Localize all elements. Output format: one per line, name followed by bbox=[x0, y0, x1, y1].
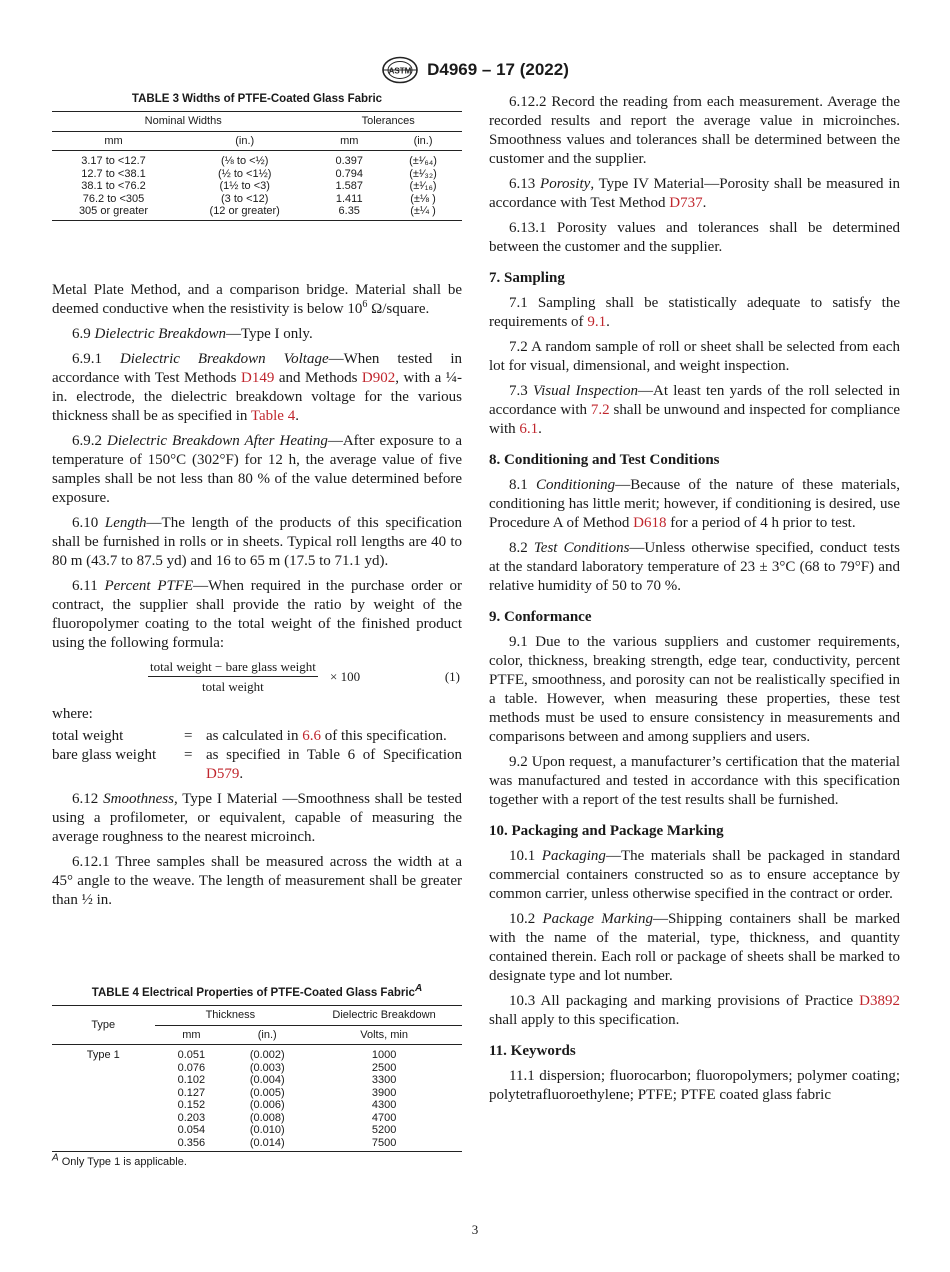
table-cell: (±¹⁄₃₂) bbox=[409, 167, 437, 180]
table-row bbox=[52, 1062, 462, 1075]
paragraph-9-1: 9.1 Due to the various suppliers and customer requirements, color, thickness, breaking strength, edge tear, conductivity, percent PTFE, smoothness, and porosity can not be realistically specified in a table. However, when measuring these properties, these test methods must be used to ensure consistency in measurements and comparisons between and among suppliers and users. bbox=[489, 634, 900, 745]
formula-definitions bbox=[52, 705, 462, 784]
table-4-grid bbox=[52, 1005, 462, 1152]
definition-term: total weight bbox=[52, 728, 124, 744]
formula-numerator: total weight − bare glass weight bbox=[148, 659, 318, 677]
paragraph-7-3: 7.3 Visual Inspection—At least ten yards of the roll selected in accordance with 7.2 shall be unwound and inspected for compliance with 6.1. bbox=[489, 383, 901, 437]
link-d3892[interactable]: D3892 bbox=[859, 993, 900, 1009]
table-row bbox=[52, 168, 462, 181]
table-cell: 0.152 bbox=[177, 1099, 206, 1111]
table-cell: (0.003) bbox=[249, 1061, 285, 1074]
table-cell: 0.076 bbox=[177, 1061, 206, 1074]
paragraph-7-1: 7.1 Sampling shall be statistically adequate to satisfy the requirements of 9.1. bbox=[489, 295, 900, 330]
section-heading-9: 9. Conformance bbox=[489, 609, 592, 625]
formula-multiplier: × 100 bbox=[330, 669, 361, 684]
table-4 bbox=[52, 983, 462, 1168]
paragraph-8-2: 8.2 Test Conditions—Unless otherwise specified, conduct tests at the standard laboratory temperature of 23 ± 3°C (68 to 79°F) and relative humidity of 50 to 70 %. bbox=[489, 540, 900, 594]
table-cell bbox=[52, 1062, 155, 1075]
table-4-subheader: Volts, min bbox=[306, 1025, 462, 1045]
table-cell: 305 or greater bbox=[78, 205, 149, 217]
table-cell: (3 to <12) bbox=[221, 192, 269, 205]
formula-1 bbox=[52, 659, 462, 699]
page-header bbox=[0, 56, 950, 84]
table-cell: (0.005) bbox=[249, 1086, 285, 1099]
link-d618[interactable]: D618 bbox=[633, 515, 667, 531]
table-3-subheader: mm bbox=[314, 131, 384, 151]
table-3-caption: TABLE 3 Widths of PTFE-Coated Glass Fabric bbox=[131, 93, 383, 105]
table-cell: (0.004) bbox=[249, 1074, 285, 1086]
paragraph-10-1: 10.1 Packaging—The materials shall be packaged in standard commercial containers constructed so as to ensure acceptance by common carrier, unless otherwise specified in the contract or order. bbox=[489, 848, 900, 902]
definition-description: as calculated in 6.6 of this specification. bbox=[206, 728, 447, 744]
table-3-subheader: mm bbox=[52, 131, 175, 151]
table-4-header-breakdown: Dielectric Breakdown bbox=[306, 1006, 462, 1026]
table-cell: 0.051 bbox=[177, 1049, 206, 1061]
table-cell: Type 1 bbox=[86, 1049, 120, 1061]
paragraph-6-9: 6.9 Dielectric Breakdown—Type I only. bbox=[72, 326, 313, 342]
table-4-header-type: Type bbox=[52, 1006, 155, 1045]
section-heading-10: 10. Packaging and Package Marking bbox=[489, 823, 724, 839]
definition-term: bare glass weight bbox=[52, 747, 157, 763]
link-6-1[interactable]: 6.1 bbox=[519, 421, 539, 437]
section-heading-11: 11. Keywords bbox=[489, 1043, 576, 1059]
equation-number: (1) bbox=[444, 669, 460, 684]
table-cell: 3.17 to <12.7 bbox=[81, 155, 146, 167]
table-3-grid bbox=[52, 111, 462, 221]
paragraph-6-9-1: 6.9.1 Dielectric Breakdown Voltage—When tested in accordance with Test Methods D149 and Methods D902, with a ¼-in. electrode, the dielectric breakdown voltage for the various thickness shall be as specified in Table 4. bbox=[52, 351, 462, 424]
table-cell: (±⅛ ) bbox=[410, 192, 436, 205]
link-d149[interactable]: D149 bbox=[241, 370, 275, 386]
table-cell: 0.794 bbox=[335, 167, 363, 180]
table-row bbox=[52, 1074, 462, 1087]
table-row bbox=[52, 1087, 462, 1100]
table-row bbox=[52, 1112, 462, 1125]
document-id: D4969 – 17 (2022) bbox=[427, 60, 569, 79]
table-3-subheader: (in.) bbox=[384, 131, 462, 151]
table-cell: (0.002) bbox=[249, 1049, 285, 1061]
paragraph-8-1: 8.1 Conditioning—Because of the nature of these materials, conditioning has little merit; however, if conditioning is desired, use Procedure A of Method D618 for a period of 4 h prior to test. bbox=[489, 477, 900, 531]
where-label: where: bbox=[52, 706, 93, 722]
paragraph-metal-plate: Metal Plate Method, and a comparison bridge. Material shall be deemed conductive when the resistivity is below $10^6$ Ω/square. bbox=[52, 282, 462, 317]
table-row bbox=[52, 180, 462, 193]
table-cell: 4700 bbox=[371, 1111, 397, 1124]
table-4-subheader: (in.) bbox=[228, 1025, 306, 1045]
table-cell: 1.411 bbox=[335, 192, 363, 205]
definition-row bbox=[52, 746, 462, 784]
link-d737[interactable]: D737 bbox=[669, 195, 703, 211]
table-cell: 4300 bbox=[371, 1099, 397, 1111]
definition-row bbox=[52, 727, 462, 746]
table-cell bbox=[52, 1112, 155, 1125]
table-4-caption: TABLE 4 Electrical Properties of PTFE-Coated Glass Fabric$^A$ bbox=[91, 983, 423, 999]
table-cell bbox=[52, 1137, 155, 1152]
paragraph-6-9-2: 6.9.2 Dielectric Breakdown After Heating—After exposure to a temperature of 150°C (302°F) for 12 h, the average value of five samples shall be not less than 80 % of the value determined before exposure. bbox=[52, 433, 463, 506]
left-column bbox=[52, 93, 462, 916]
table-4-footnote: $^A$ Only Type 1 is applicable. bbox=[52, 1152, 187, 1168]
table-cell: 38.1 to <76.2 bbox=[81, 180, 146, 192]
table-cell: 1000 bbox=[371, 1049, 397, 1061]
astm-logo-icon bbox=[381, 56, 419, 84]
definition-equals: = bbox=[184, 728, 193, 744]
table-row bbox=[52, 151, 462, 168]
table-3-subheader: (in.) bbox=[175, 131, 314, 151]
table-cell: 0.102 bbox=[177, 1074, 206, 1086]
table-cell: (0.006) bbox=[249, 1099, 285, 1111]
table-4-header-thickness: Thickness bbox=[155, 1006, 307, 1026]
table-row bbox=[52, 1124, 462, 1137]
table-cell: 6.35 bbox=[338, 205, 360, 217]
paragraph-6-12-2: 6.12.2 Record the reading from each measurement. Average the recorded results and report the average value in microinches. Smoothness values and tolerances shall be determined between the customer and the supplier. bbox=[489, 94, 900, 167]
table-cell bbox=[52, 1074, 155, 1087]
link-d902[interactable]: D902 bbox=[361, 370, 396, 386]
table-cell: 12.7 to <38.1 bbox=[81, 167, 146, 180]
paragraph-6-12-1: 6.12.1 Three samples shall be measured across the width at a 45° angle to the weave. The length of measurement shall be greater than ½ in. bbox=[52, 854, 462, 908]
table-row bbox=[52, 1099, 462, 1112]
table-3 bbox=[52, 93, 462, 223]
table-3-group-tolerances: Tolerances bbox=[314, 112, 462, 132]
table-cell: (0.014) bbox=[249, 1136, 285, 1149]
definition-equals: = bbox=[184, 747, 193, 763]
table-row bbox=[52, 1045, 462, 1062]
table-cell: (±¼ ) bbox=[410, 205, 436, 217]
table-cell: 0.356 bbox=[177, 1136, 206, 1149]
table-cell: 7500 bbox=[371, 1136, 397, 1149]
table-cell: 3300 bbox=[371, 1074, 397, 1086]
paragraph-10-3: 10.3 All packaging and marking provisions of Practice D3892 shall apply to this specification. bbox=[489, 993, 900, 1028]
paragraph-9-2: 9.2 Upon request, a manufacturer’s certification that the material was manufactured and tested in accordance with this specification together with a report of the test results shall be furnished. bbox=[489, 754, 900, 808]
paragraph-7-2: 7.2 A random sample of roll or sheet shall be selected from each lot for visual, dimensional, and weight inspection. bbox=[489, 339, 900, 374]
table-cell: (½ to <1½) bbox=[217, 167, 272, 180]
page-number: 3 bbox=[471, 1222, 479, 1237]
formula-fraction bbox=[148, 659, 318, 695]
table-cell: (12 or greater) bbox=[209, 205, 280, 217]
link-d579[interactable]: D579 bbox=[206, 766, 240, 782]
table-cell: (±¹⁄₁₆) bbox=[409, 180, 437, 192]
svg-text:ASTM: ASTM bbox=[388, 66, 412, 76]
table-cell: (0.010) bbox=[249, 1124, 285, 1136]
section-heading-8: 8. Conditioning and Test Conditions bbox=[489, 452, 720, 468]
definition-description: as specified in Table 6 of Specification D579. bbox=[206, 747, 462, 782]
table-cell: 3900 bbox=[371, 1086, 397, 1099]
table-row bbox=[52, 193, 462, 206]
table-row bbox=[52, 205, 462, 220]
table-cell: 0.054 bbox=[177, 1124, 206, 1136]
table-cell: (⅛ to <½) bbox=[221, 155, 269, 167]
link-table-4[interactable]: Table 4 bbox=[250, 408, 296, 424]
table-row bbox=[52, 1137, 462, 1152]
link-9-1[interactable]: 9.1 bbox=[587, 314, 607, 330]
table-cell: 2500 bbox=[371, 1061, 397, 1074]
link-6-6[interactable]: 6.6 bbox=[302, 728, 321, 744]
table-cell: 76.2 to <305 bbox=[82, 192, 145, 205]
table-cell: (1½ to <3) bbox=[219, 180, 270, 192]
table-cell bbox=[52, 1099, 155, 1112]
paragraph-6-11: 6.11 Percent PTFE—When required in the purchase order or contract, the supplier shall provide the ratio by weight of the fluoropolymer coating to the total weight of the finished product using the following formula: bbox=[52, 578, 462, 651]
table-cell: 1.587 bbox=[335, 180, 363, 192]
paragraph-6-12: 6.12 Smoothness, Type I Material —Smoothness shall be tested using a profilometer, or equivalent, capable of measuring the average roughness to the nearest microinch. bbox=[52, 791, 462, 845]
table-3-group-nominal: Nominal Widths bbox=[52, 112, 314, 132]
table-cell: (0.008) bbox=[249, 1111, 285, 1124]
paragraph-10-2: 10.2 Package Marking—Shipping containers shall be marked with the name of the material, type, thickness, and quantity contained therein. Each roll or package of sheets shall be marked to designate type and lot number. bbox=[489, 911, 901, 984]
table-cell: 0.127 bbox=[177, 1086, 206, 1099]
table-cell: 0.203 bbox=[177, 1111, 206, 1124]
paragraph-6-13-1: 6.13.1 Porosity values and tolerances shall be determined between the customer and the supplier. bbox=[489, 220, 900, 255]
formula-denominator: total weight bbox=[202, 679, 264, 694]
paragraph-6-10: 6.10 Length—The length of the products of this specification shall be furnished in rolls or in sheets. Typical roll lengths are 40 to 80 m (43.7 to 87.5 yd) and 16 to 65 m (17.5 to 71.1 yd). bbox=[52, 515, 462, 569]
right-column bbox=[489, 93, 900, 1111]
table-cell bbox=[52, 1124, 155, 1137]
table-4-subheader: mm bbox=[155, 1025, 229, 1045]
link-7-2[interactable]: 7.2 bbox=[590, 402, 610, 418]
table-cell: (±¹⁄₆₄) bbox=[409, 155, 437, 167]
table-cell: 0.397 bbox=[335, 155, 363, 167]
paragraph-6-13: 6.13 Porosity, Type IV Material—Porosity shall be measured in accordance with Test Method D737. bbox=[489, 176, 900, 211]
table-cell: 5200 bbox=[371, 1124, 397, 1136]
section-heading-7: 7. Sampling bbox=[489, 270, 565, 286]
table-cell bbox=[52, 1087, 155, 1100]
paragraph-11-1: 11.1 dispersion; fluorocarbon; fluoropolymers; polymer coating; polytetrafluoroethylene; PTFE; PTFE coated glass fabric bbox=[489, 1068, 900, 1103]
